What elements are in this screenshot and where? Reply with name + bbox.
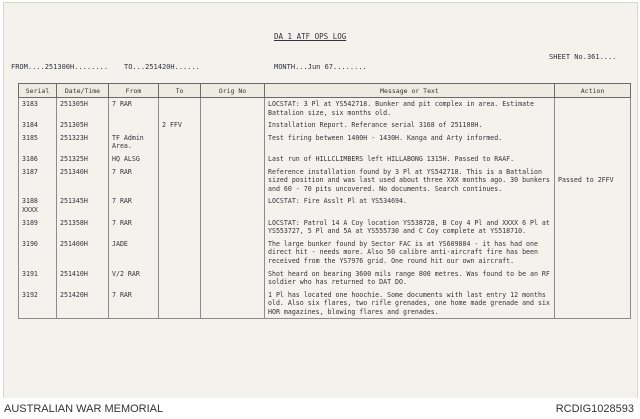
cell-serial: 3185 [19,132,57,153]
cell-to [159,166,201,196]
cell-action [555,238,631,268]
cell-datetime: 251305H [57,119,109,132]
cell-to [159,268,201,289]
header-orig-no: Orig No [201,84,265,98]
to-label: TO...251420H...... [124,63,200,71]
cell-orig [201,195,265,216]
table-row [19,132,631,153]
header-from: From [109,84,159,98]
log-table [18,83,631,319]
table-row [19,195,631,216]
cell-to [159,153,201,166]
cell-orig [201,153,265,166]
table-row [19,98,631,120]
cell-datetime: 251358H [57,217,109,238]
sheet-number: SHEET No.361.... [549,53,617,61]
table-row [19,268,631,289]
cell-from: TF Admin Area. [109,132,159,153]
cell-datetime: 251305H [57,98,109,120]
cell-orig [201,289,265,319]
cell-message: Reference installation found by 3 Pl at YS542718. This is a Battalion sized position and was last used about three XXX months ago. 30 bunkers and 60 - 70 pits uncovered. No documents. Search continues. [265,166,555,196]
cell-action [555,119,631,132]
cell-serial: 3191 [19,268,57,289]
cell-serial: 3187 [19,166,57,196]
cell-serial: 3192 [19,289,57,319]
cell-orig [201,217,265,238]
cell-serial: 3188 XXXX [19,195,57,216]
table-row [19,289,631,319]
cell-message: LOCSTAT: 3 Pl at YS542718. Bunker and pit complex in area. Estimate Battalion size, six months old. [265,98,555,120]
table-header-row [19,84,631,98]
cell-message: Shot heard on bearing 3600 mils range 800 metres. Was found to be an RF soldier who has returned to DAT DO. [265,268,555,289]
cell-from: 7 RAR [109,195,159,216]
from-label: FROM....251300H........ [11,63,108,71]
cell-datetime: 251410H [57,268,109,289]
from-value: 251300H [44,63,75,71]
cell-to [159,289,201,319]
cell-from: V/2 RAR [109,268,159,289]
cell-datetime: 251340H [57,166,109,196]
cell-message: 1 Pl has located one hoochie. Some documents with last entry 12 months old. Also six flares, two rifle grenades, one home made grenade and six HOR magazines, blowing flares and grenades. [265,289,555,319]
cell-action [555,153,631,166]
cell-from: JADE [109,238,159,268]
cell-action [555,217,631,238]
cell-message: LOCSTAT: Patrol 14 A Coy location YS538728, B Coy 4 Pl and XXXX 6 Pl at YS553727, 5 Pl and 5A at YS555730 and C Coy complete at YS518710. [265,217,555,238]
cell-from [109,119,159,132]
cell-datetime: 251400H [57,238,109,268]
cell-from: 7 RAR [109,98,159,120]
cell-message: The large bunker found by Sector FAC is at YS609884 - it has had one direct hit - needs more. Also 50 calibre anti-aircraft fire has been received from the YS7976 grid. One round hit our own aircraft. [265,238,555,268]
header-to: To [159,84,201,98]
cell-serial: 3183 [19,98,57,120]
cell-action [555,195,631,216]
cell-to [159,195,201,216]
cell-orig [201,166,265,196]
cell-serial: 3189 [19,217,57,238]
cell-datetime: 251325H [57,153,109,166]
cell-orig [201,238,265,268]
cell-to [159,238,201,268]
footer-record-id: RCDIG1028593 [555,403,634,415]
month-label: MONTH...Jun 67........ [274,63,367,71]
page-title: DA 1 ATF OPS LOG [274,32,347,41]
month-value: Jun 67 [307,63,334,71]
cell-message: Test firing between 1400H - 1430H. Kanga and Arty informed. [265,132,555,153]
log-sheet [3,2,638,399]
cell-orig [201,132,265,153]
cell-action: Passed to 2FFV [555,166,631,196]
cell-to [159,98,201,120]
table-row [19,153,631,166]
cell-to [159,132,201,153]
cell-serial: 3186 [19,153,57,166]
table-row [19,238,631,268]
cell-from: 7 RAR [109,166,159,196]
cell-from: HQ ALSG [109,153,159,166]
cell-orig [201,119,265,132]
header-serial: Serial [19,84,57,98]
cell-serial: 3190 [19,238,57,268]
table-row [19,119,631,132]
table-row [19,217,631,238]
cell-action [555,132,631,153]
header-datetime: Date/Time [57,84,109,98]
cell-orig [201,98,265,120]
to-value: 251420H [145,63,175,71]
cell-from: 7 RAR [109,217,159,238]
footer-archive-name: AUSTRALIAN WAR MEMORIAL [4,403,164,415]
cell-message: LOCSTAT: Fire Asslt Pl at YS534694. [265,195,555,216]
cell-datetime: 251323H [57,132,109,153]
header-message: Message or Text [265,84,555,98]
header-action: Action [555,84,631,98]
cell-message: Last run of HILLCLIMBERS left HILLABONG 1315H. Passed to RAAF. [265,153,555,166]
cell-to: 2 FFV [159,119,201,132]
cell-action [555,289,631,319]
footer-bar [0,398,640,419]
table-row [19,166,631,196]
cell-from: 7 RAR [109,289,159,319]
cell-message: Installation Report. Referance serial 3168 of 251100H. [265,119,555,132]
cell-serial: 3184 [19,119,57,132]
cell-datetime: 251420H [57,289,109,319]
cell-orig [201,268,265,289]
cell-action [555,98,631,120]
cell-to [159,217,201,238]
cell-action [555,268,631,289]
cell-datetime: 251345H [57,195,109,216]
